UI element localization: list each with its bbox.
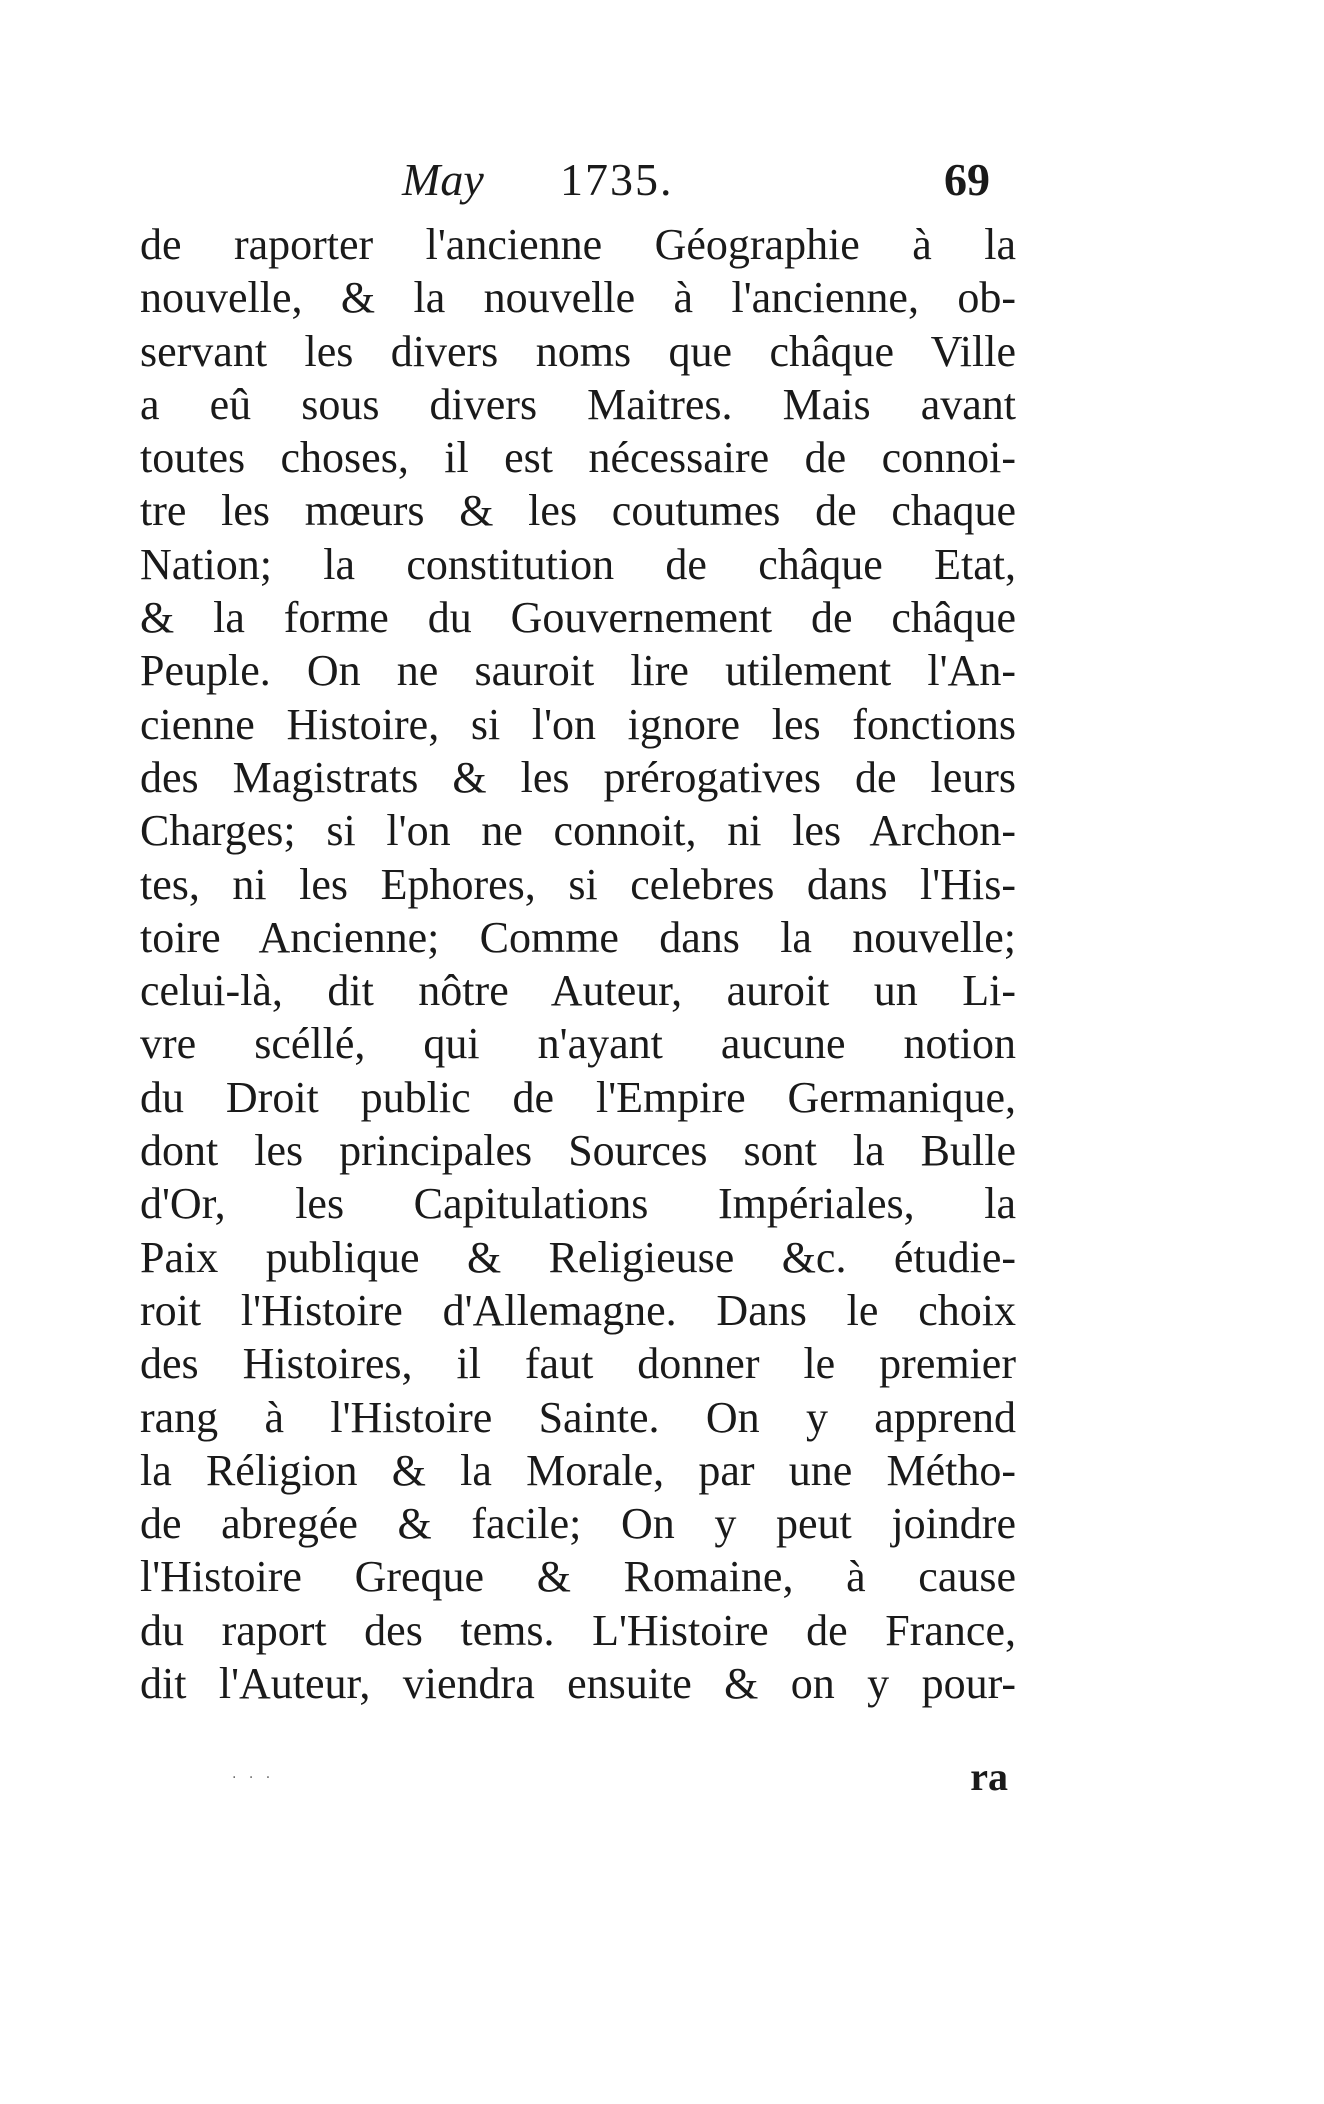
text-line: & la forme du Gouvernement de châque bbox=[140, 593, 1016, 643]
header-year: 1735. bbox=[560, 154, 674, 205]
header-month: May bbox=[402, 154, 484, 205]
text-line: celui-là, dit nôtre Auteur, auroit un Li- bbox=[140, 966, 1016, 1016]
page-number: 69 bbox=[944, 154, 990, 205]
text-line: cienne Histoire, si l'on ignore les fonctions bbox=[140, 699, 1016, 749]
text-line: Charges; si l'on ne connoit, ni les Archon- bbox=[140, 806, 1016, 856]
text-line: dont les principales Sources sont la Bulle bbox=[140, 1126, 1016, 1176]
text-line: l'Histoire Greque & Romaine, à cause bbox=[140, 1552, 1016, 1602]
text-line: Peuple. On ne sauroit lire utilement l'An- bbox=[140, 646, 1016, 696]
text-line: nouvelle, & la nouvelle à l'ancienne, ob- bbox=[140, 273, 1016, 323]
text-line: servant les divers noms que châque Ville bbox=[140, 326, 1016, 376]
text-line: tes, ni les Ephores, si celebres dans l'His- bbox=[140, 859, 1016, 909]
text-line: de abregée & facile; On y peut joindre bbox=[140, 1499, 1016, 1549]
text-line: d'Or, les Capitulations Impériales, la bbox=[140, 1179, 1016, 1229]
text-line: du Droit public de l'Empire Germanique, bbox=[140, 1072, 1016, 1122]
text-line: toire Ancienne; Comme dans la nouvelle; bbox=[140, 912, 1016, 962]
running-head bbox=[140, 150, 1020, 210]
text-line: du raport des tems. L'Histoire de France, bbox=[140, 1605, 1016, 1655]
text-line: Paix publique & Religieuse &c. étudie- bbox=[140, 1232, 1016, 1282]
text-line: tre les mœurs & les coutumes de chaque bbox=[140, 486, 1016, 536]
text-line: vre scéllé, qui n'ayant aucune notion bbox=[140, 1019, 1016, 1069]
ink-specks: · · · bbox=[232, 1770, 275, 1786]
text-line: rang à l'Histoire Sainte. On y apprend bbox=[140, 1392, 1016, 1442]
text-line: a eû sous divers Maitres. Mais avant bbox=[140, 379, 1016, 429]
text-line: roit l'Histoire d'Allemagne. Dans le choix bbox=[140, 1285, 1016, 1335]
text-line: des Magistrats & les prérogatives de leurs bbox=[140, 752, 1016, 802]
text-line: Nation; la constitution de châque Etat, bbox=[140, 539, 1016, 589]
text-line: de raporter l'ancienne Géographie à la bbox=[140, 220, 1016, 269]
text-line: dit l'Auteur, viendra ensuite & on y pour- bbox=[140, 1659, 1016, 1709]
text-line: toutes choses, il est nécessaire de connoi- bbox=[140, 433, 1016, 483]
body-text bbox=[140, 218, 1016, 1710]
text-line: la Réligion & la Morale, par une Métho- bbox=[140, 1445, 1016, 1495]
text-line: des Histoires, il faut donner le premier bbox=[140, 1339, 1016, 1389]
catchword: ra bbox=[970, 1754, 1008, 1799]
